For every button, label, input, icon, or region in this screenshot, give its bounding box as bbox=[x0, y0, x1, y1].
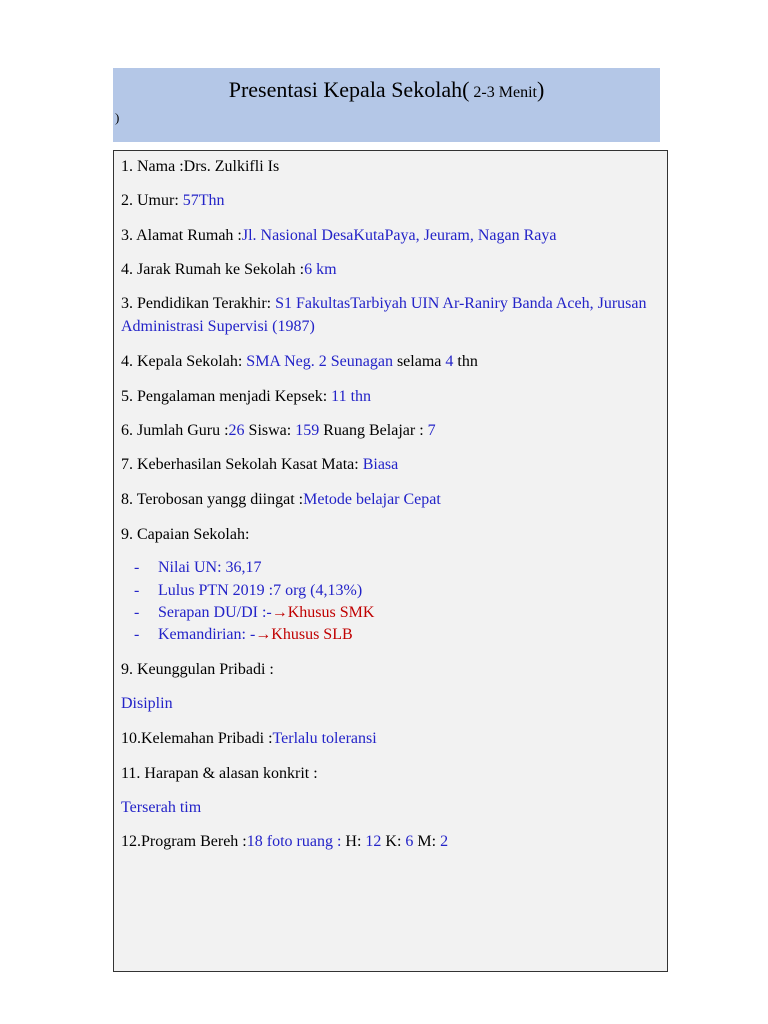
item-capaian: 9. Capaian Sekolah: bbox=[121, 526, 250, 543]
profile-box bbox=[113, 150, 668, 972]
bullet-lulus-ptn: - Lulus PTN 2019 :7 org (4,13%) bbox=[134, 582, 363, 599]
item-umur: 2. Umur: 57Thn bbox=[121, 192, 225, 209]
item-kepsek: 4. Kepala Sekolah: SMA Neg. 2 Seunagan selama 4 thn bbox=[121, 353, 478, 370]
bullet-nilai-un: - Nilai UN: 36,17 bbox=[134, 559, 262, 576]
arrow-right-icon: → bbox=[271, 604, 288, 621]
item-pendidikan: 3. Pendidikan Terakhir: S1 FakultasTarbiyah UIN Ar-Raniry Banda Aceh, Jurusan Administrasi Supervisi (1987) bbox=[121, 295, 647, 335]
bullet-kemandirian: - Kemandirian: -→Khusus SLB bbox=[134, 626, 353, 643]
stray-paren: ) bbox=[115, 110, 120, 125]
item-jumlah: 6. Jumlah Guru :26 Siswa: 159 Ruang Belajar : 7 bbox=[121, 422, 436, 439]
item-keunggulan: 9. Keunggulan Pribadi : bbox=[121, 661, 274, 678]
title-banner bbox=[113, 68, 660, 142]
page-title: Presentasi Kepala Sekolah( 2-3 Menit) bbox=[228, 77, 545, 102]
bullet-serapan: - Serapan DU/DI :-→Khusus SMK bbox=[134, 604, 375, 621]
item-keunggulan-value: Disiplin bbox=[121, 695, 173, 712]
item-harapan: 11. Harapan & alasan konkrit : bbox=[121, 765, 318, 782]
item-terobosan: 8. Terobosan yangg diingat :Metode belajar Cepat bbox=[121, 491, 441, 508]
item-keberhasilan: 7. Keberhasilan Sekolah Kasat Mata: Biasa bbox=[121, 456, 399, 473]
item-alamat: 3. Alamat Rumah :Jl. Nasional DesaKutaPaya, Jeuram, Nagan Raya bbox=[121, 227, 557, 244]
item-jarak: 4. Jarak Rumah ke Sekolah :6 km bbox=[121, 261, 337, 278]
item-pengalaman: 5. Pengalaman menjadi Kepsek: 11 thn bbox=[121, 388, 372, 405]
item-harapan-value: Terserah tim bbox=[121, 799, 202, 816]
item-nama: 1. Nama :Drs. Zulkifli Is bbox=[121, 158, 280, 175]
item-program: 12.Program Bereh :18 foto ruang : H: 12 K: 6 M: 2 bbox=[121, 833, 449, 850]
item-kelemahan: 10.Kelemahan Pribadi :Terlalu toleransi bbox=[121, 730, 377, 747]
arrow-right-icon: → bbox=[255, 626, 272, 643]
